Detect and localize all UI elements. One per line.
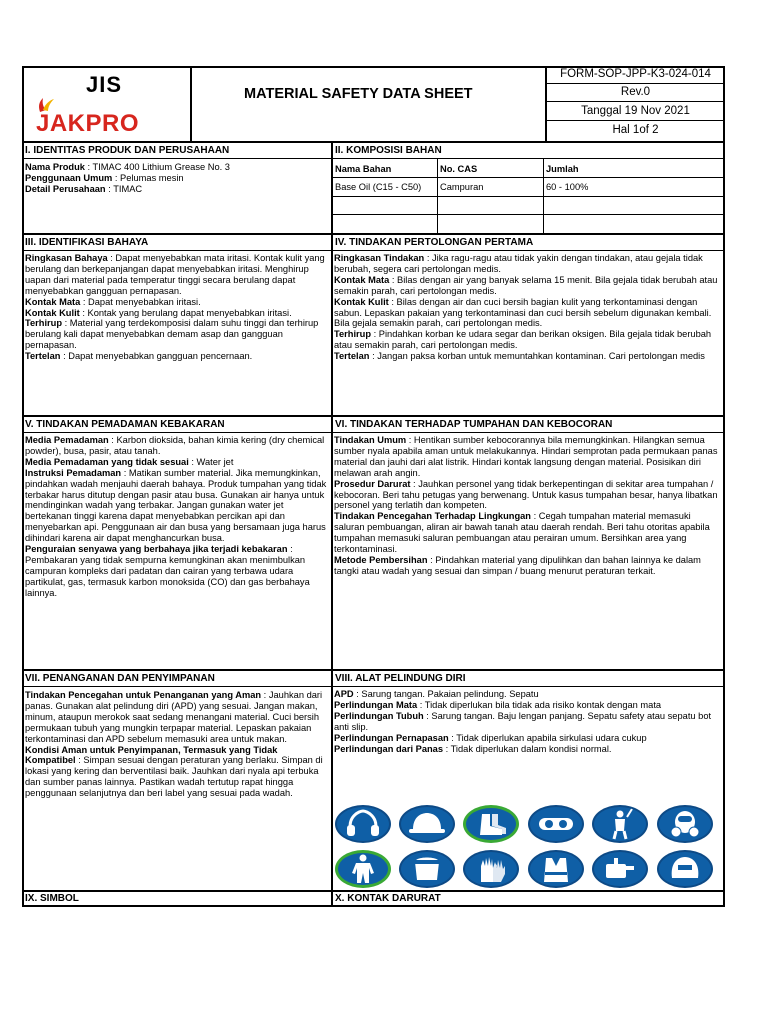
hand-wash-icon [592, 850, 648, 888]
ppe-text: APD : Sarung tangan. Pakaian pelindung. Sepatu Perlindungan Mata : Tidak diperlukan bila tidak ada risiko kontak dengan mata Perlindungan Tubuh : Sarung tangan. Baju lengan panjang. Sepatu safety atau sepatu bot anti slip. Perlindungan Pernapasan : Tidak diperlukan apabila sirkulasi udara cukup Perlindungan dari Panas : Tidak diperlukan dalam kondisi normal. [334, 689, 712, 754]
form-number: FORM-SOP-JPP-K3-024-014 [560, 68, 711, 80]
table-cell-amount: 60 - 100% [546, 182, 589, 192]
respirator-icon [657, 805, 713, 843]
safety-vest-icon [528, 850, 584, 888]
center-divider [331, 141, 333, 907]
section-heading-ppe: VIII. ALAT PELINDUNG DIRI [335, 673, 466, 684]
section-heading-emergency-contact: X. KONTAK DARURAT [335, 893, 441, 904]
column-header-name: Nama Bahan [335, 164, 392, 174]
section-heading-handling: VII. PENANGANAN DAN PENYIMPANAN [25, 673, 215, 684]
composition-table [333, 159, 725, 233]
face-shield-icon [399, 850, 455, 888]
section-heading-spill: VI. TINDAKAN TERHADAP TUMPAHAN DAN KEBOCORAN [335, 419, 613, 430]
section-heading-hazard: III. IDENTIFIKASI BAHAYA [25, 237, 149, 248]
column-header-cas: No. CAS [440, 164, 478, 174]
table-cell-cas: Campuran [440, 182, 484, 192]
section-heading-identity: I. IDENTITAS PRODUK DAN PERUSAHAAN [25, 145, 230, 156]
safety-goggles-icon [528, 805, 584, 843]
section-heading-first-aid: IV. TINDAKAN PERTOLONGAN PERTAMA [335, 237, 534, 248]
ear-protection-icon [335, 805, 391, 843]
header-divider-left [190, 66, 192, 142]
company-detail-row: Detail Perusahaan : TIMAC [25, 183, 143, 194]
handling-text: Tindakan Pencegahan untuk Penanganan yang Aman : Jauhkan dari panas. Gunakan alat pelindung diri (APD) yang sesuai. Jangan makan, minum, ataupun merokok saat sedang menangani material. Cuci bersih permukaan tubuh yang mungkin terpapar material. Lepaskan pakaian terkontaminasi dan APD sebelum memasuki area untuk makan. Kondisi Aman untuk Penyimpanan, Termasuk yang Tidak Kompatibel : Simpan sesuai dengan peraturan yang berlaku. Simpan di lokasi yang kering dan berventilasi baik. Jauhkan dari nyala api terbuka dan sumber panas lainnya. Pastikan wadah tertutup rapat hingga penggunaan selanjutnya dan beri label yang sesuai pada wadah. [25, 690, 323, 799]
welding-mask-icon [657, 850, 713, 888]
product-name-row: Nama Produk : TIMAC 400 Lithium Grease No. 3 [25, 162, 230, 172]
section-heading-composition: II. KOMPOSISI BAHAN [335, 145, 442, 156]
first-aid-text: Ringkasan Tindakan : Jika ragu-ragu atau tidak yakin dengan tindakan, atau gejala tidak berubah, segera cari pertolongan medis. Kontak Mata : Bilas dengan air yang banyak selama 15 menit. Bila gejala tidak berubah atau semakin parah, cari pertolongan medis. Kontak Kulit : Bilas dengan air dan cuci bersih bagian kulit yang terkontaminasi dengan sabun. Lepaskan pakaian yang terkontaminasi dan cuci bersih sebelum digunakan kembali. Bila gejala semakin parah, cari pertolongan medis. Terhirup : Pindahkan korban ke udara segar dan berikan oksigen. Bila gejala tidak berubah atau semakin parah, cari pertolongan medis. Tertelan : Jangan paksa korban untuk memuntahkan kontaminan. Cari pertolongan medis [334, 253, 718, 362]
safety-boots-icon [463, 805, 519, 843]
firefighting-text: Media Pemadaman : Karbon dioksida, bahan kimia kering (dry chemical powder), busa, pasir, atau tanah. Media Pemadaman yang tidak sesuai : Water jet Instruksi Pemadaman : Matikan sumber material. Jika memungkinkan, pindahkan wadah menjauhi daerah bahaya. Produk tumpahan yang tidak terbakar harus ditutup dengan pasir atau busa. Gunakan air hanya untuk mendinginkan wadah yang terbakar. Jangan gunakan water jet bertekanan tinggi karena dapat menyebabkan percikan api dan menyebarkan api. Penggunaan air dan busa yang bersamaan juga harus dihindari karena air dapat menghancurkan busa. Penguraian senyawa yang berbahaya jika terjadi kebakaran : Pembakaran yang tidak sempurna kemungkinan akan menimbulkan campuran kompleks dari padatan dan cairan yang terbawa udara partikulat, gas, termasuk karbon monoksida (CO) dan gas berbahaya lainnya. [25, 435, 327, 598]
protective-coverall-icon [335, 850, 391, 888]
document-date: Tanggal 19 Nov 2021 [581, 105, 690, 117]
spill-text: Tindakan Umum : Hentikan sumber kebocorannya bila memungkinkan. Hilangkan semua sumber nyala apabila aman untuk melakukannya. Hindari semprotan pada permukaan panas material dan jauhi dari alat listrik. Hindari kontak langsung dengan material. Posisikan diri melawan arah angin. Prosedur Darurat : Jauhkan personel yang tidak berkepentingan di sekitar area tumpahan / kebocoran. Beri tahu petugas yang berwenang. Untuk kasus tumpahan besar, hanya libatkan personel yang terlatih dan kompeten. Tindakan Pencegahan Terhadap Lingkungan : Cegah tumpahan material memasuki saluran pembuangan, aliran air bawah tanah atau daerah rendah. Beri tahu otoritas apabila tumpahan memasuki saluran pembuangan atau perairan umum. Bersihkan area yang terkontaminasi. Metode Pembersihan : Pindahkan material yang dipulihkan dan bahan lainnya ke dalam tangki atau wadah yang sesuai dan simpan / buang menurut peraturan terkait. [334, 435, 718, 576]
company-logo [26, 70, 188, 140]
hazard-text: Ringkasan Bahaya : Dapat menyebabkan mata iritasi. Kontak kulit yang berulang dan berkepanjangan dapat menyebabkan iritasi. Menghirup uapan dari material pada temperatur tinggi secara berulang dapat menyebabkan gangguan pernapasan. Kontak Mata : Dapat menyebabkan iritasi. Kontak Kulit : Kontak yang berulang dapat menyebabkan iritasi. Terhirup : Material yang terdekomposisi dalam suhu tinggi dan terhirup berulang kali dapat menyebabkan demam asap dan gangguan pernapasan. Tertelan : Dapat menyebabkan gangguan pencernaan. [25, 253, 325, 362]
hard-hat-icon [399, 805, 455, 843]
ppe-icon-grid [333, 804, 725, 890]
revision-number: Rev.0 [620, 86, 651, 98]
column-header-amount: Jumlah [546, 164, 579, 174]
table-cell-name: Base Oil (C15 - C50) [335, 182, 422, 192]
safety-harness-icon [592, 805, 648, 843]
section-heading-symbol: IX. SIMBOL [25, 893, 79, 904]
logo-text-jakpro: JAKPRO [36, 110, 140, 137]
logo-text-jis: JIS [86, 72, 123, 97]
document-title: MATERIAL SAFETY DATA SHEET [244, 86, 473, 102]
general-use-row: Penggunaan Umum : Pelumas mesin [25, 172, 184, 183]
product-identity-block [25, 162, 327, 195]
page-number: Hal 1of 2 [612, 124, 659, 136]
section-heading-firefighting: V. TINDAKAN PEMADAMAN KEBAKARAN [25, 419, 225, 430]
safety-gloves-icon [463, 850, 519, 888]
